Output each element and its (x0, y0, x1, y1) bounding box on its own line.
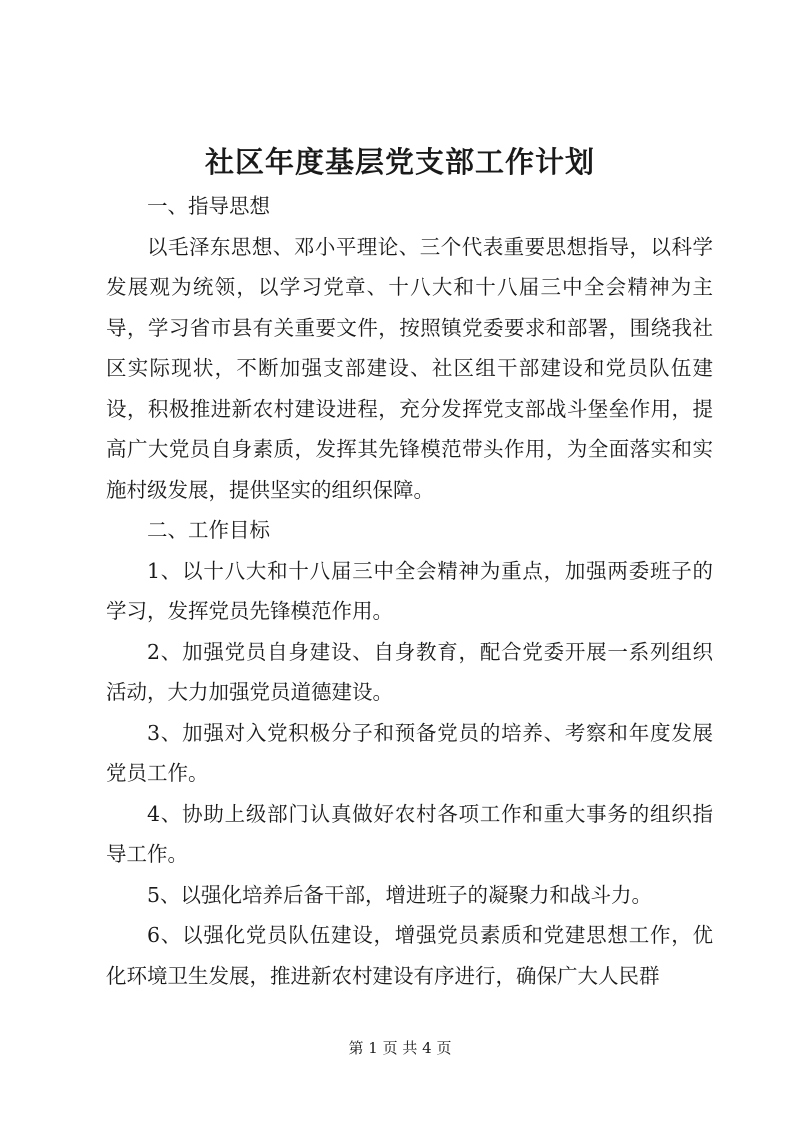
document-title: 社区年度基层党支部工作计划 (204, 145, 595, 179)
paragraph: 1、以十八大和十八届三中全会精神为重点，加强两委班子的学习，发挥党员先锋模范作用。 (106, 558, 713, 623)
document-body (106, 186, 713, 996)
paragraph: 以毛泽东思想、邓小平理论、三个代表重要思想指导，以科学发展观为统领，以学习党章、十八大和十八届三中全会精神为主导，学习省市县有关重要文件，按照镇党委要求和部署，围绕我社区实际现状，不断加强支部建设、社区组干部建设和党员队伍建设，积极推进新农村建设进程，充分发挥党支部战斗堡垒作用，提高广大党员自身素质，发挥其先锋模范带头作用，为全面落实和实施村级发展，提供坚实的组织保障。 (106, 234, 713, 502)
paragraph: 4、协助上级部门认真做好农村各项工作和重大事务的组织指导工作。 (106, 801, 713, 866)
paragraph: 5、以强化培养后备干部，增进班子的凝聚力和战斗力。 (147, 882, 653, 907)
paragraph: 3、加强对入党积极分子和预备党员的培养、考察和年度发展党员工作。 (106, 720, 713, 785)
section-heading: 二、工作目标 (147, 518, 270, 542)
section-heading: 一、指导思想 (147, 194, 270, 218)
paragraph: 6、以强化党员队伍建设，增强党员素质和党建思想工作，优化环境卫生发展，推进新农村建设有序进行，确保广大人民群 (106, 923, 713, 988)
paragraph: 2、加强党员自身建设、自身教育，配合党委开展一系列组织活动，大力加强党员道德建设。 (106, 639, 713, 704)
page-footer: 第 1 页 共 4 页 (348, 1039, 452, 1057)
